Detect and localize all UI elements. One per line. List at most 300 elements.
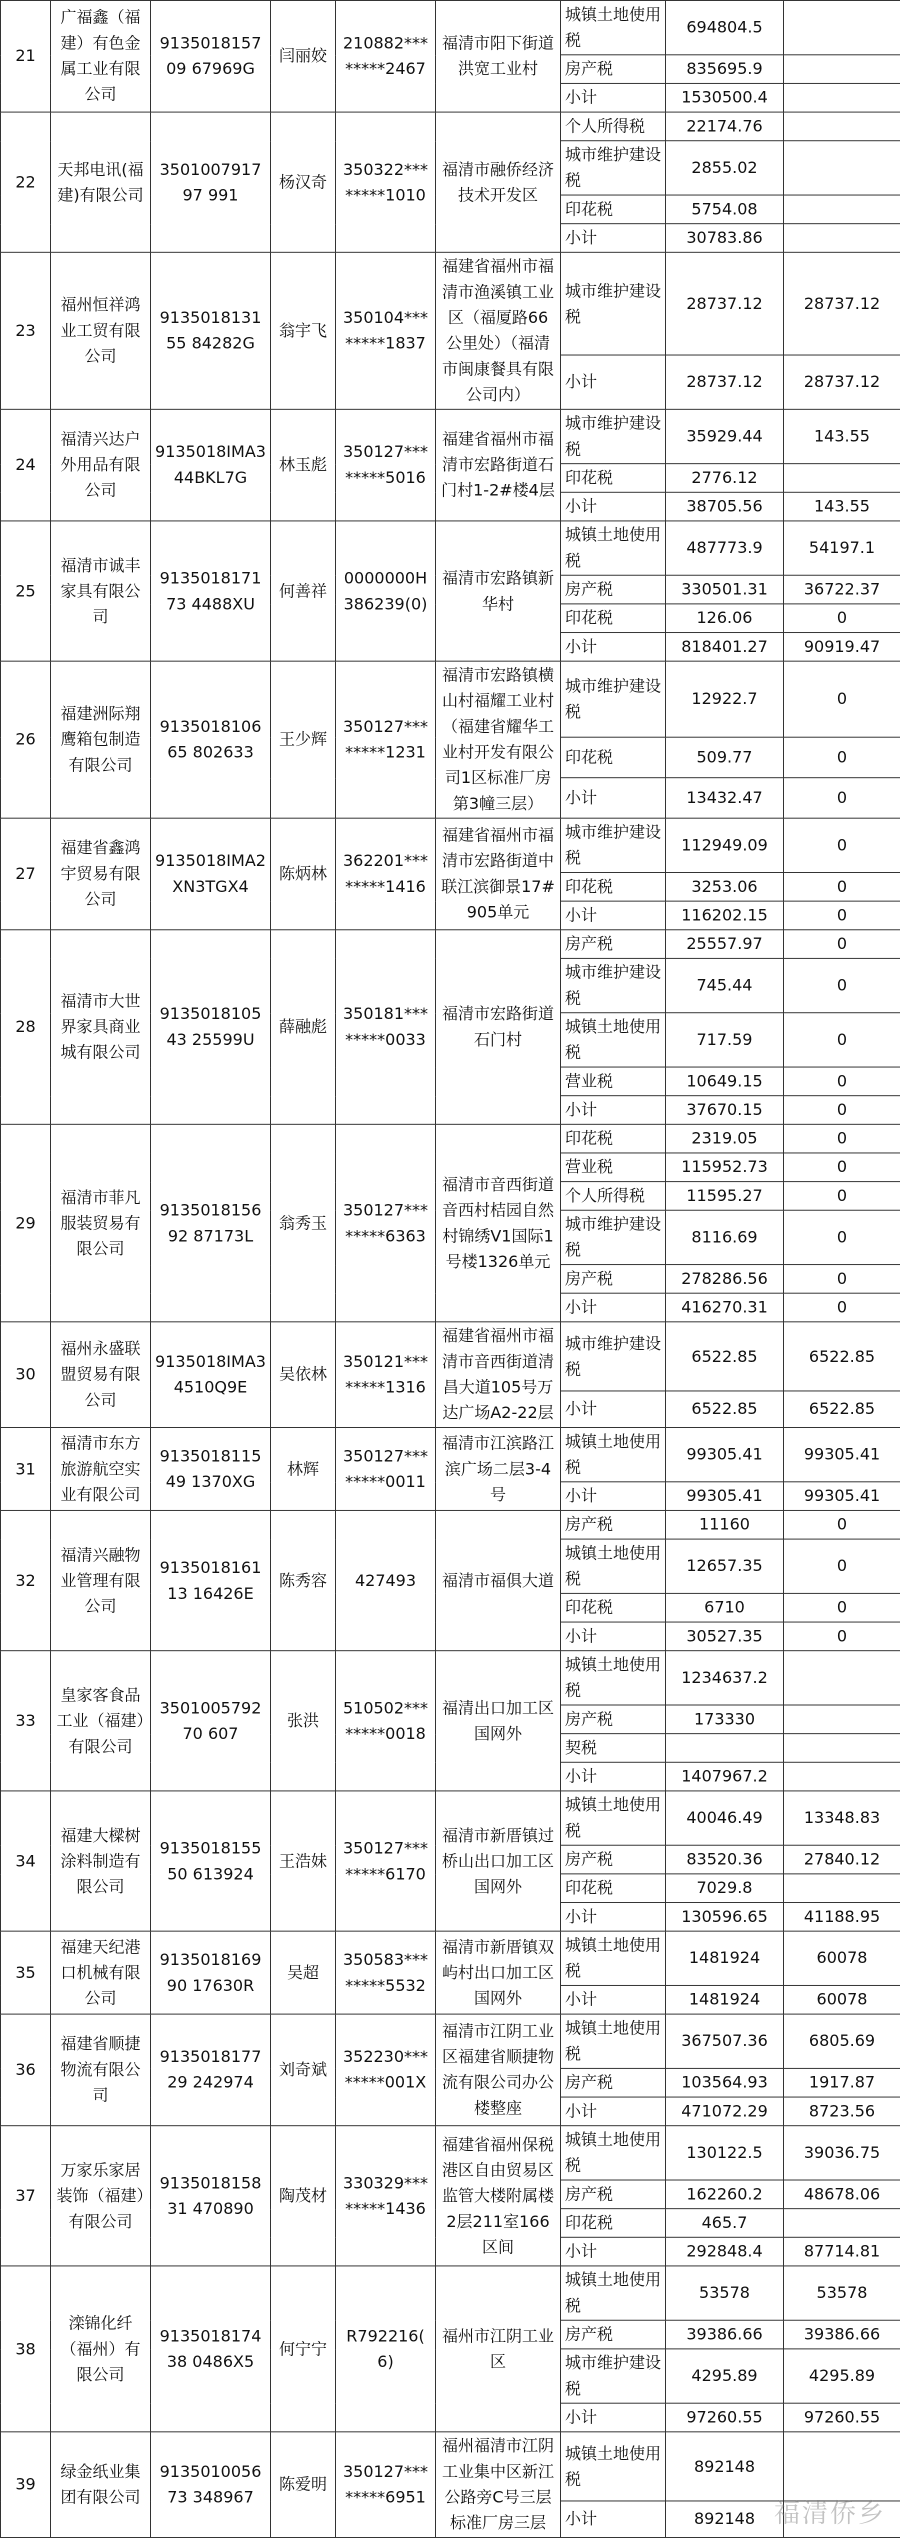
credit-code: 9135018IMA3 44BKL7G bbox=[151, 409, 271, 521]
arrears-amount: 694804.5 bbox=[666, 0, 784, 54]
id-number: 350121*** *****1316 bbox=[336, 1322, 436, 1428]
credit-code: 913501815831 470890 bbox=[151, 2126, 271, 2266]
new-arrears-amount: 60078 bbox=[784, 1985, 900, 2014]
new-arrears-amount: 53578 bbox=[784, 2266, 900, 2320]
table-row bbox=[1, 521, 900, 575]
arrears-amount: 130122.5 bbox=[666, 2126, 784, 2180]
arrears-amount: 40046.49 bbox=[666, 1791, 784, 1845]
credit-code: 913501810665 802633 bbox=[151, 661, 271, 818]
table-body bbox=[1, 0, 900, 2537]
legal-representative: 林玉彪 bbox=[271, 409, 336, 521]
company-number: 34 bbox=[1, 1791, 51, 1931]
tax-type: 小计 bbox=[561, 2501, 666, 2537]
new-arrears-amount: 28737.12 bbox=[784, 252, 900, 355]
company-number: 32 bbox=[1, 1510, 51, 1650]
id-number: 350127*** *****1231 bbox=[336, 661, 436, 818]
new-arrears-amount: 6805.69 bbox=[784, 2014, 900, 2068]
arrears-amount: 6522.85 bbox=[666, 1322, 784, 1391]
table-row bbox=[1, 1651, 900, 1705]
tax-type: 房产税 bbox=[561, 1510, 666, 1539]
id-number: 427493 bbox=[336, 1510, 436, 1650]
company-address: 福清市融侨经济技术开发区 bbox=[436, 112, 561, 252]
tax-type: 城市维护建设税 bbox=[561, 661, 666, 737]
tax-type: 小计 bbox=[561, 633, 666, 662]
tax-type: 印花税 bbox=[561, 195, 666, 224]
company-number: 29 bbox=[1, 1124, 51, 1322]
arrears-amount: 37670.15 bbox=[666, 1096, 784, 1125]
company-name: 福清市东方旅游航空实业有限公司 bbox=[51, 1428, 151, 1511]
arrears-amount: 487773.9 bbox=[666, 521, 784, 575]
id-number: 350127*** *****6170 bbox=[336, 1791, 436, 1931]
new-arrears-amount: 0 bbox=[784, 872, 900, 901]
id-number: 0000000H 386239(0) bbox=[336, 521, 436, 661]
arrears-amount: 509.77 bbox=[666, 738, 784, 778]
company-number: 25 bbox=[1, 521, 51, 661]
id-number: 350127*** *****6951 bbox=[336, 2432, 436, 2538]
tax-type: 房产税 bbox=[561, 55, 666, 84]
tax-type: 营业税 bbox=[561, 1067, 666, 1096]
credit-code: 913501817173 4488XU bbox=[151, 521, 271, 661]
tax-type: 小计 bbox=[561, 1096, 666, 1125]
new-arrears-amount bbox=[784, 112, 900, 141]
new-arrears-amount: 39386.66 bbox=[784, 2320, 900, 2349]
company-name: 福建洲际翔鹰箱包制造有限公司 bbox=[51, 661, 151, 818]
company-address: 福建省福州市福清市渔溪镇工业区（福厦路66公里处）（福清市闽康餐具有限公司内） bbox=[436, 252, 561, 409]
new-arrears-amount: 0 bbox=[784, 604, 900, 633]
new-arrears-amount: 8723.56 bbox=[784, 2097, 900, 2126]
table-row bbox=[1, 2266, 900, 2320]
new-arrears-amount: 90919.47 bbox=[784, 633, 900, 662]
new-arrears-amount bbox=[784, 2209, 900, 2238]
arrears-amount: 818401.27 bbox=[666, 633, 784, 662]
tax-type: 小计 bbox=[561, 83, 666, 112]
tax-type: 城镇土地使用税 bbox=[561, 521, 666, 575]
arrears-amount: 12922.7 bbox=[666, 661, 784, 737]
company-address: 福建省福州保税港区自由贸易区监管大楼附属楼2层211室166区间 bbox=[436, 2126, 561, 2266]
new-arrears-amount: 0 bbox=[784, 1265, 900, 1294]
arrears-amount: 28737.12 bbox=[666, 252, 784, 355]
tax-type: 城镇土地使用税 bbox=[561, 2432, 666, 2501]
tax-type: 房产税 bbox=[561, 1845, 666, 1874]
company-address: 福建省福州市福清市宏路街道石门村1-2#楼4层 bbox=[436, 409, 561, 521]
arrears-amount: 99305.41 bbox=[666, 1482, 784, 1511]
arrears-amount: 130596.65 bbox=[666, 1903, 784, 1932]
new-arrears-amount: 0 bbox=[784, 1210, 900, 1264]
credit-code: 913501811549 1370XG bbox=[151, 1428, 271, 1511]
company-address: 福建省福州市福清市宏路街道中联江滨御景17#905单元 bbox=[436, 818, 561, 930]
tax-type: 小计 bbox=[561, 224, 666, 253]
arrears-amount: 116202.15 bbox=[666, 901, 784, 930]
company-name: 福建省鑫鸿宇贸易有限公司 bbox=[51, 818, 151, 930]
legal-representative: 陈爱明 bbox=[271, 2432, 336, 2538]
tax-type: 契税 bbox=[561, 1734, 666, 1763]
arrears-amount: 7029.8 bbox=[666, 1874, 784, 1903]
table-row bbox=[1, 2014, 900, 2068]
company-number: 31 bbox=[1, 1428, 51, 1511]
legal-representative: 林辉 bbox=[271, 1428, 336, 1511]
tax-type: 城镇土地使用税 bbox=[561, 2266, 666, 2320]
new-arrears-amount: 0 bbox=[784, 1593, 900, 1622]
company-name: 福清兴融物业管理有限公司 bbox=[51, 1510, 151, 1650]
table-row bbox=[1, 1791, 900, 1845]
new-arrears-amount: 0 bbox=[784, 958, 900, 1012]
new-arrears-amount bbox=[784, 141, 900, 195]
company-name: 滦锦化纤（福州）有限公司 bbox=[51, 2266, 151, 2432]
arrears-amount: 12657.35 bbox=[666, 1539, 784, 1593]
credit-code: 913501817729 242974 bbox=[151, 2014, 271, 2126]
tax-type: 城市维护建设税 bbox=[561, 1210, 666, 1264]
arrears-amount: 892148 bbox=[666, 2432, 784, 2501]
table-row bbox=[1, 1931, 900, 1985]
watermark-text: 福清侨乡 bbox=[773, 2499, 886, 2529]
tax-type: 城镇土地使用税 bbox=[561, 2014, 666, 2068]
new-arrears-amount bbox=[784, 224, 900, 253]
credit-code: 913501813155 84282G bbox=[151, 252, 271, 409]
arrears-amount: 99305.41 bbox=[666, 1428, 784, 1482]
tax-type: 城市维护建设税 bbox=[561, 958, 666, 1012]
arrears-amount: 745.44 bbox=[666, 958, 784, 1012]
tax-type: 小计 bbox=[561, 778, 666, 818]
tax-type: 城镇土地使用税 bbox=[561, 0, 666, 54]
tax-type: 城镇土地使用税 bbox=[561, 1931, 666, 1985]
arrears-amount: 173330 bbox=[666, 1705, 784, 1734]
id-number: 350127*** *****6363 bbox=[336, 1124, 436, 1322]
tax-type: 小计 bbox=[561, 1391, 666, 1427]
company-address: 福清市江滨路江滨广场二层3-4号 bbox=[436, 1428, 561, 1511]
table-row bbox=[1, 818, 900, 872]
company-name: 万家乐家居装饰（福建）有限公司 bbox=[51, 2126, 151, 2266]
company-address: 福清市江阴工业区福建省顺捷物流有限公司办公楼整座 bbox=[436, 2014, 561, 2126]
tax-type: 小计 bbox=[561, 1622, 666, 1651]
table-row bbox=[1, 930, 900, 959]
legal-representative: 陈秀容 bbox=[271, 1510, 336, 1650]
arrears-amount: 162260.2 bbox=[666, 2180, 784, 2209]
new-arrears-amount: 0 bbox=[784, 1510, 900, 1539]
tax-type: 房产税 bbox=[561, 1705, 666, 1734]
company-number: 21 bbox=[1, 0, 51, 112]
new-arrears-amount: 27840.12 bbox=[784, 1845, 900, 1874]
tax-type: 印花税 bbox=[561, 1124, 666, 1153]
tax-type: 房产税 bbox=[561, 2068, 666, 2097]
table-row bbox=[1, 1124, 900, 1153]
new-arrears-amount: 48678.06 bbox=[784, 2180, 900, 2209]
new-arrears-amount: 0 bbox=[784, 818, 900, 872]
arrears-amount: 367507.36 bbox=[666, 2014, 784, 2068]
tax-type: 营业税 bbox=[561, 1153, 666, 1182]
company-address: 福清市新厝镇双屿村出口加工区国网外 bbox=[436, 1931, 561, 2014]
tax-type: 小计 bbox=[561, 2237, 666, 2266]
new-arrears-amount: 0 bbox=[784, 1622, 900, 1651]
id-number: 510502*** *****0018 bbox=[336, 1651, 436, 1791]
company-number: 28 bbox=[1, 930, 51, 1125]
new-arrears-amount: 54197.1 bbox=[784, 521, 900, 575]
credit-code: 350100791797 991 bbox=[151, 112, 271, 252]
new-arrears-amount: 1917.87 bbox=[784, 2068, 900, 2097]
new-arrears-amount: 4295.89 bbox=[784, 2349, 900, 2403]
new-arrears-amount: 0 bbox=[784, 661, 900, 737]
credit-code: 913501005673 348967 bbox=[151, 2432, 271, 2538]
new-arrears-amount bbox=[784, 1874, 900, 1903]
arrears-amount: 30527.35 bbox=[666, 1622, 784, 1651]
table-row bbox=[1, 1510, 900, 1539]
arrears-amount: 1481924 bbox=[666, 1931, 784, 1985]
new-arrears-amount bbox=[784, 1734, 900, 1763]
id-number: 350181*** *****0033 bbox=[336, 930, 436, 1125]
arrears-amount: 2855.02 bbox=[666, 141, 784, 195]
arrears-amount: 10649.15 bbox=[666, 1067, 784, 1096]
company-address: 福清出口加工区国网外 bbox=[436, 1651, 561, 1791]
arrears-amount: 28737.12 bbox=[666, 355, 784, 409]
new-arrears-amount: 0 bbox=[784, 1293, 900, 1322]
credit-code: 913501817438 0486X5 bbox=[151, 2266, 271, 2432]
company-name: 福建省顺捷物流有限公司 bbox=[51, 2014, 151, 2126]
company-name: 皇家客食品工业（福建）有限公司 bbox=[51, 1651, 151, 1791]
new-arrears-amount: 0 bbox=[784, 1067, 900, 1096]
legal-representative: 刘奇斌 bbox=[271, 2014, 336, 2126]
tax-type: 小计 bbox=[561, 355, 666, 409]
table-row bbox=[1, 1428, 900, 1482]
new-arrears-amount bbox=[784, 83, 900, 112]
table-row bbox=[1, 0, 900, 54]
arrears-amount: 1234637.2 bbox=[666, 1651, 784, 1705]
table-row bbox=[1, 112, 900, 141]
company-number: 30 bbox=[1, 1322, 51, 1428]
arrears-amount: 1407967.2 bbox=[666, 1762, 784, 1791]
credit-code: 913501815550 613924 bbox=[151, 1791, 271, 1931]
arrears-amount: 330501.31 bbox=[666, 575, 784, 604]
id-number: 350127*** *****0011 bbox=[336, 1428, 436, 1511]
new-arrears-amount: 0 bbox=[784, 1096, 900, 1125]
company-number: 37 bbox=[1, 2126, 51, 2266]
arrears-amount: 126.06 bbox=[666, 604, 784, 633]
new-arrears-amount: 0 bbox=[784, 1182, 900, 1211]
new-arrears-amount: 28737.12 bbox=[784, 355, 900, 409]
arrears-amount: 3253.06 bbox=[666, 872, 784, 901]
arrears-amount: 416270.31 bbox=[666, 1293, 784, 1322]
new-arrears-amount: 0 bbox=[784, 1013, 900, 1067]
tax-type: 印花税 bbox=[561, 1593, 666, 1622]
legal-representative: 何善祥 bbox=[271, 521, 336, 661]
new-arrears-amount: 97260.55 bbox=[784, 2403, 900, 2432]
tax-type: 小计 bbox=[561, 901, 666, 930]
legal-representative: 杨汉奇 bbox=[271, 112, 336, 252]
arrears-amount bbox=[666, 1734, 784, 1763]
tax-type: 印花税 bbox=[561, 738, 666, 778]
company-address: 福清市新厝镇过桥山出口加工区国网外 bbox=[436, 1791, 561, 1931]
company-address: 福州市江阴工业区 bbox=[436, 2266, 561, 2432]
arrears-amount: 717.59 bbox=[666, 1013, 784, 1067]
arrears-amount: 38705.56 bbox=[666, 492, 784, 521]
company-address: 福清市福俱大道 bbox=[436, 1510, 561, 1650]
new-arrears-amount: 36722.37 bbox=[784, 575, 900, 604]
company-address: 福清市音西街道音西村桔园自然村锦绣V1国际1号楼1326单元 bbox=[436, 1124, 561, 1322]
arrears-amount: 6522.85 bbox=[666, 1391, 784, 1427]
legal-representative: 张洪 bbox=[271, 1651, 336, 1791]
tax-type: 小计 bbox=[561, 2097, 666, 2126]
tax-type: 小计 bbox=[561, 1903, 666, 1932]
legal-representative: 王浩妹 bbox=[271, 1791, 336, 1931]
legal-representative: 闫丽姣 bbox=[271, 0, 336, 112]
tax-type: 城市维护建设税 bbox=[561, 141, 666, 195]
table-row bbox=[1, 252, 900, 355]
arrears-amount: 465.7 bbox=[666, 2209, 784, 2238]
company-number: 27 bbox=[1, 818, 51, 930]
id-number: 352230*** *****001X bbox=[336, 2014, 436, 2126]
new-arrears-amount: 143.55 bbox=[784, 492, 900, 521]
credit-code: 913501816990 17630R bbox=[151, 1931, 271, 2014]
tax-type: 房产税 bbox=[561, 930, 666, 959]
company-address: 福建省福州市福清市音西街道清昌大道105号万达广场A2-22层 bbox=[436, 1322, 561, 1428]
table-row bbox=[1, 409, 900, 463]
arrears-amount: 5754.08 bbox=[666, 195, 784, 224]
company-name: 绿金纸业集团有限公司 bbox=[51, 2432, 151, 2538]
arrears-amount: 6710 bbox=[666, 1593, 784, 1622]
credit-code: 913501810543 25599U bbox=[151, 930, 271, 1125]
new-arrears-amount: 60078 bbox=[784, 1931, 900, 1985]
legal-representative: 吴超 bbox=[271, 1931, 336, 2014]
company-name: 广福鑫（福建）有色金属工业有限公司 bbox=[51, 0, 151, 112]
company-number: 39 bbox=[1, 2432, 51, 2538]
tax-type: 个人所得税 bbox=[561, 112, 666, 141]
tax-type: 城镇土地使用税 bbox=[561, 1428, 666, 1482]
new-arrears-amount: 39036.75 bbox=[784, 2126, 900, 2180]
arrears-amount: 1530500.4 bbox=[666, 83, 784, 112]
id-number: 330329*** *****1436 bbox=[336, 2126, 436, 2266]
credit-code: 9135018IMA3 4510Q9E bbox=[151, 1322, 271, 1428]
new-arrears-amount: 0 bbox=[784, 930, 900, 959]
table-row bbox=[1, 1322, 900, 1391]
new-arrears-amount: 99305.41 bbox=[784, 1482, 900, 1511]
new-arrears-amount: 143.55 bbox=[784, 409, 900, 463]
tax-type: 房产税 bbox=[561, 575, 666, 604]
legal-representative: 翁秀玉 bbox=[271, 1124, 336, 1322]
new-arrears-amount: 0 bbox=[784, 1153, 900, 1182]
company-address: 福清市宏路街道石门村 bbox=[436, 930, 561, 1125]
arrears-amount: 35929.44 bbox=[666, 409, 784, 463]
id-number: R792216( 6) bbox=[336, 2266, 436, 2432]
arrears-amount: 13432.47 bbox=[666, 778, 784, 818]
credit-code: 913501815709 67969G bbox=[151, 0, 271, 112]
tax-type: 城市维护建设税 bbox=[561, 1322, 666, 1391]
legal-representative: 吴依林 bbox=[271, 1322, 336, 1428]
new-arrears-amount: 6522.85 bbox=[784, 1322, 900, 1391]
company-name: 福清市诚丰家具有限公司 bbox=[51, 521, 151, 661]
company-name: 福清兴达户外用品有限公司 bbox=[51, 409, 151, 521]
tax-type: 城镇土地使用税 bbox=[561, 1791, 666, 1845]
tax-type: 城市维护建设税 bbox=[561, 252, 666, 355]
tax-type: 城市维护建设税 bbox=[561, 409, 666, 463]
legal-representative: 何宁宁 bbox=[271, 2266, 336, 2432]
arrears-amount: 278286.56 bbox=[666, 1265, 784, 1294]
tax-type: 城市维护建设税 bbox=[561, 2349, 666, 2403]
company-number: 38 bbox=[1, 2266, 51, 2432]
tax-type: 小计 bbox=[561, 1762, 666, 1791]
tax-type: 房产税 bbox=[561, 1265, 666, 1294]
new-arrears-amount bbox=[784, 1705, 900, 1734]
company-name: 福州恒祥鸿业工贸有限公司 bbox=[51, 252, 151, 409]
tax-type: 小计 bbox=[561, 1482, 666, 1511]
new-arrears-amount bbox=[784, 464, 900, 493]
new-arrears-amount bbox=[784, 1651, 900, 1705]
table-row bbox=[1, 661, 900, 737]
new-arrears-amount: 6522.85 bbox=[784, 1391, 900, 1427]
arrears-amount: 835695.9 bbox=[666, 55, 784, 84]
tax-type: 印花税 bbox=[561, 604, 666, 633]
company-number: 35 bbox=[1, 1931, 51, 2014]
arrears-amount: 103564.93 bbox=[666, 2068, 784, 2097]
arrears-amount: 292848.4 bbox=[666, 2237, 784, 2266]
tax-type: 城市维护建设税 bbox=[561, 818, 666, 872]
company-address: 福清市宏路镇新华村 bbox=[436, 521, 561, 661]
legal-representative: 薛融彪 bbox=[271, 930, 336, 1125]
company-number: 24 bbox=[1, 409, 51, 521]
credit-code: 913501815692 87173L bbox=[151, 1124, 271, 1322]
tax-type: 个人所得税 bbox=[561, 1182, 666, 1211]
new-arrears-amount: 0 bbox=[784, 738, 900, 778]
arrears-amount: 8116.69 bbox=[666, 1210, 784, 1264]
legal-representative: 王少辉 bbox=[271, 661, 336, 818]
arrears-amount: 2319.05 bbox=[666, 1124, 784, 1153]
tax-type: 印花税 bbox=[561, 464, 666, 493]
company-address: 福州福清市江阴工业集中区新江公路旁C号三层标准厂房三层 bbox=[436, 2432, 561, 2538]
tax-type: 印花税 bbox=[561, 2209, 666, 2238]
new-arrears-amount bbox=[784, 2432, 900, 2501]
company-name: 福清市大世界家具商业城有限公司 bbox=[51, 930, 151, 1125]
tax-type: 城镇土地使用税 bbox=[561, 2126, 666, 2180]
arrears-amount: 471072.29 bbox=[666, 2097, 784, 2126]
arrears-amount: 892148 bbox=[666, 2501, 784, 2537]
tax-type: 城镇土地使用税 bbox=[561, 1539, 666, 1593]
company-name: 福州永盛联盟贸易有限公司 bbox=[51, 1322, 151, 1428]
arrears-amount: 25557.97 bbox=[666, 930, 784, 959]
tax-type: 印花税 bbox=[561, 1874, 666, 1903]
new-arrears-amount: 41188.95 bbox=[784, 1903, 900, 1932]
table-row bbox=[1, 2432, 900, 2501]
tax-type: 小计 bbox=[561, 2403, 666, 2432]
company-number: 26 bbox=[1, 661, 51, 818]
company-name: 福建大樑树涂料制造有限公司 bbox=[51, 1791, 151, 1931]
new-arrears-amount bbox=[784, 195, 900, 224]
arrears-amount: 39386.66 bbox=[666, 2320, 784, 2349]
company-address: 福清市宏路镇横山村福耀工业村（福建省耀华工业村开发有限公司1区标准厂房第3幢三层） bbox=[436, 661, 561, 818]
company-address: 福清市阳下街道洪宽工业村 bbox=[436, 0, 561, 112]
arrears-amount: 2776.12 bbox=[666, 464, 784, 493]
company-name: 福清市菲凡服装贸易有限公司 bbox=[51, 1124, 151, 1322]
tax-type: 印花税 bbox=[561, 872, 666, 901]
id-number: 210882*** *****2467 bbox=[336, 0, 436, 112]
id-number: 350104*** *****1837 bbox=[336, 252, 436, 409]
arrears-amount: 4295.89 bbox=[666, 2349, 784, 2403]
arrears-amount: 30783.86 bbox=[666, 224, 784, 253]
tax-type: 城镇土地使用税 bbox=[561, 1651, 666, 1705]
new-arrears-amount: 0 bbox=[784, 901, 900, 930]
new-arrears-amount: 0 bbox=[784, 1124, 900, 1153]
arrears-amount: 83520.36 bbox=[666, 1845, 784, 1874]
tax-type: 小计 bbox=[561, 492, 666, 521]
arrears-amount: 1481924 bbox=[666, 1985, 784, 2014]
tax-type: 房产税 bbox=[561, 2180, 666, 2209]
arrears-amount: 53578 bbox=[666, 2266, 784, 2320]
arrears-amount: 97260.55 bbox=[666, 2403, 784, 2432]
new-arrears-amount: 0 bbox=[784, 1539, 900, 1593]
id-number: 350127*** *****5016 bbox=[336, 409, 436, 521]
arrears-amount: 112949.09 bbox=[666, 818, 784, 872]
company-number: 22 bbox=[1, 112, 51, 252]
tax-type: 城镇土地使用税 bbox=[561, 1013, 666, 1067]
credit-code: 9135018IMA2 XN3TGX4 bbox=[151, 818, 271, 930]
company-number: 33 bbox=[1, 1651, 51, 1791]
arrears-amount: 115952.73 bbox=[666, 1153, 784, 1182]
